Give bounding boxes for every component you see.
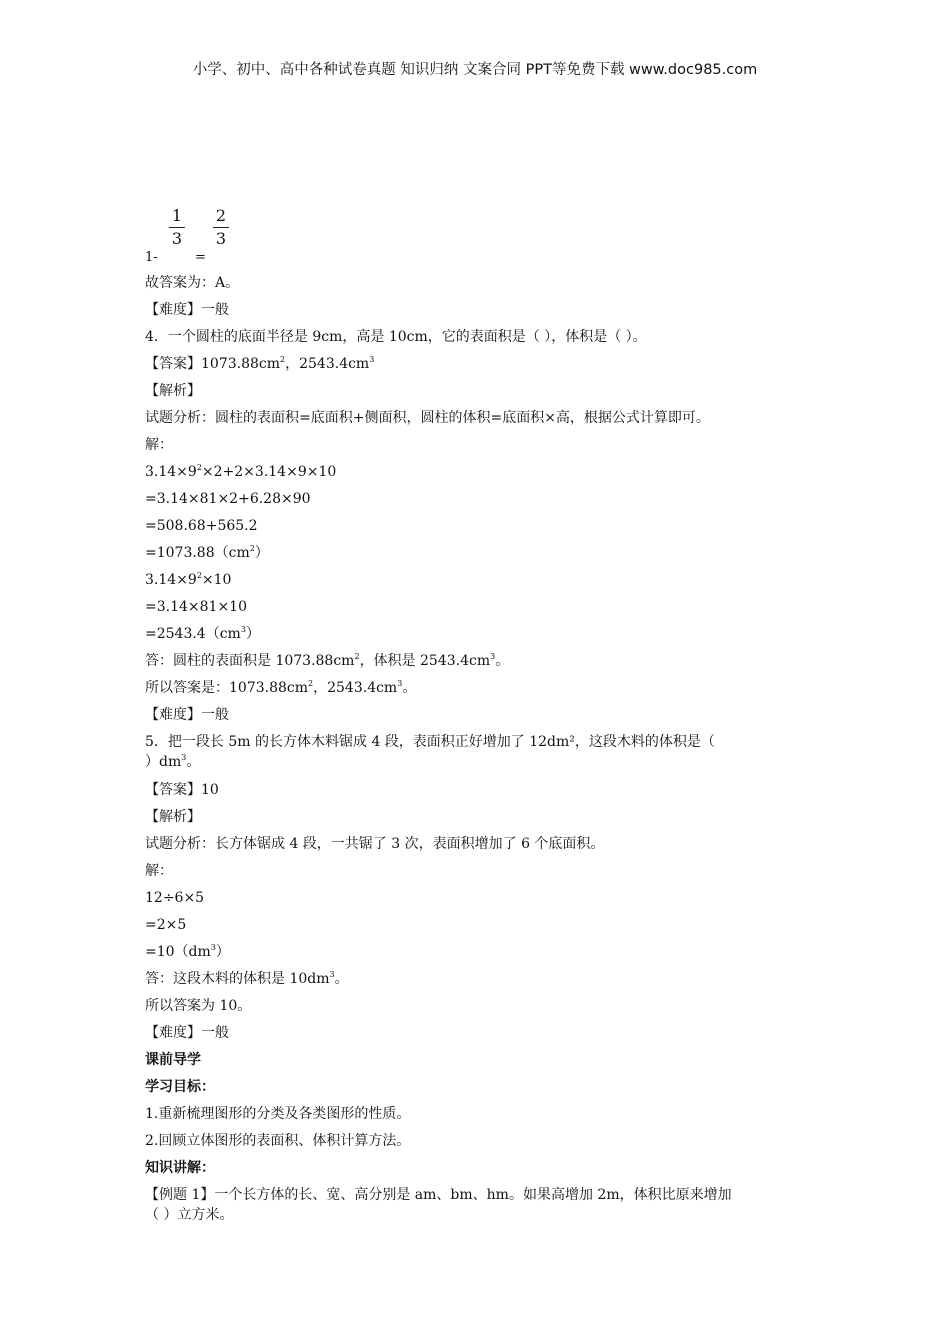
fraction-numerator: 2 bbox=[215, 206, 227, 225]
calc-line: $=1073.88(cm^2)$ bbox=[145, 544, 269, 561]
solution-label: 解： bbox=[145, 437, 173, 453]
calc-line: =2×5 bbox=[145, 917, 187, 933]
answer-summary: 所以答案为 10。 bbox=[145, 998, 252, 1014]
calc-line: $3.14\times 9^2\times 2+2\times 3.14\times 9\times 10$ bbox=[145, 463, 337, 480]
calc-line: $=10(dm^3)$ bbox=[145, 943, 230, 960]
calc-line: =508.68+565.2 bbox=[145, 518, 258, 534]
calc-line: =3.14×81×2+6.28×90 bbox=[145, 491, 311, 507]
example-question: 【例题 1】一个长方体的长、宽、高分别是 am、bm、hm。如果高增加 2m，体积比原来增加 bbox=[145, 1187, 732, 1203]
solution-label: 解： bbox=[145, 863, 173, 879]
question-4: 4．一个圆柱的底面半径是 9cm，高是 10cm，它的表面积是（ ），体积是（ ）。 bbox=[145, 329, 647, 345]
calc-line: =3.14×81×10 bbox=[145, 599, 247, 615]
fraction-numerator: 1 bbox=[171, 206, 183, 225]
analysis-label: 【解析】 bbox=[145, 383, 201, 399]
fraction-two-thirds bbox=[213, 206, 229, 249]
calc-line: $3.14\times 9^2\times 10$ bbox=[145, 571, 232, 588]
calc-line: $=2543.4(cm^3)$ bbox=[145, 625, 260, 642]
fraction-one-third bbox=[169, 206, 185, 249]
difficulty-label: 【难度】一般 bbox=[145, 707, 229, 723]
subsection-heading: 知识讲解： bbox=[145, 1160, 215, 1176]
objective-item: 1.重新梳理图形的分类及各类图形的性质。 bbox=[145, 1106, 411, 1122]
fraction-denominator: 3 bbox=[215, 229, 227, 248]
answer-sentence: 答：这段木料的体积是 $10dm^3$。 bbox=[145, 970, 349, 987]
answer-summary: 所以答案是：$1073.88cm^2$，$2543.4cm^3$。 bbox=[145, 679, 417, 696]
question-5: 5．把一段长 5m 的长方体木料锯成 4 段，表面积正好增加了 12dm²，这段木料的体积是（ bbox=[145, 734, 715, 750]
fraction-equals: = bbox=[195, 250, 206, 265]
calc-line: 12÷6×5 bbox=[145, 890, 205, 906]
analysis-text: 试题分析：长方体锯成 4 段，一共锯了 3 次，表面积增加了 6 个底面积。 bbox=[145, 836, 605, 852]
answer-sentence: 答：圆柱的表面积是 $1073.88cm^2$，体积是 $2543.4cm^3$。 bbox=[145, 652, 510, 669]
question-5-continued: ）$dm^3$。 bbox=[145, 753, 201, 770]
difficulty-label: 【难度】一般 bbox=[145, 302, 229, 318]
answer-statement: 故答案为：A。 bbox=[145, 275, 240, 291]
example-question-continued: （ ）立方米。 bbox=[145, 1207, 234, 1223]
answer-4: 【答案】$1073.88cm^2$，$2543.4cm^3$ bbox=[145, 355, 375, 372]
section-heading: 课前导学 bbox=[145, 1052, 201, 1068]
subsection-heading: 学习目标： bbox=[145, 1079, 215, 1095]
fraction-bar bbox=[169, 227, 185, 228]
fraction-bar bbox=[213, 227, 229, 228]
fraction-prefix: 1- bbox=[145, 250, 158, 265]
analysis-label: 【解析】 bbox=[145, 809, 201, 825]
fraction-denominator: 3 bbox=[171, 229, 183, 248]
answer-5: 【答案】10 bbox=[145, 782, 219, 798]
difficulty-label: 【难度】一般 bbox=[145, 1025, 229, 1041]
page-header: 小学、初中、高中各种试卷真题 知识归纳 文案合同 PPT等免费下载 www.doc985.com bbox=[192, 62, 758, 78]
analysis-text: 试题分析：圆柱的表面积=底面积+侧面积，圆柱的体积=底面积×高，根据公式计算即可。 bbox=[145, 410, 710, 426]
objective-item: 2.回顾立体图形的表面积、体积计算方法。 bbox=[145, 1133, 411, 1149]
